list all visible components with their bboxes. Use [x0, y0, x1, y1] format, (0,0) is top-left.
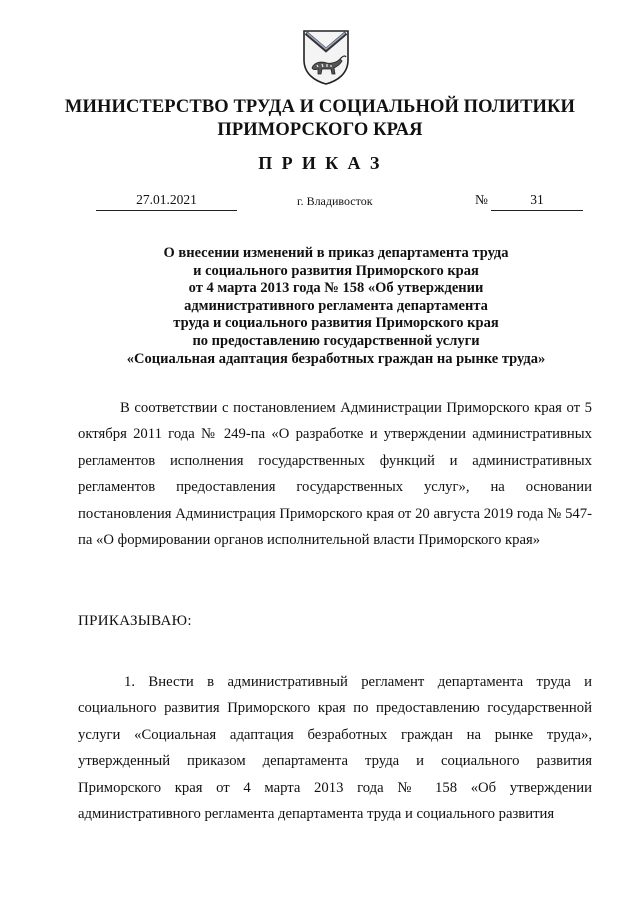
order-number-value: 31	[530, 192, 544, 207]
subject-line: труда и социального развития Приморского края	[173, 315, 499, 332]
subject-line: административного регламента департамента	[184, 297, 488, 314]
order-subject	[80, 245, 592, 368]
order-directive: ПРИКАЗЫВАЮ:	[78, 613, 192, 629]
ministry-name	[0, 96, 640, 142]
order-title: П Р И К А З	[258, 153, 382, 173]
preamble-paragraph: В соответствии с постановлением Администрации Приморского края от 5 октября 2011 года № 249-па «О разработке и утверждении административных регламентов исполнения государственных функций и административных регламентов предоставления государственных услуг», на основании постановления Администрация Приморского края от 20 августа 2019 года № 547-па «О формировании органов исполнительной власти Приморского края»	[78, 400, 592, 549]
order-date	[96, 192, 237, 211]
ministry-line-2: ПРИМОРСКОГО КРАЯ	[217, 120, 423, 140]
subject-line: от 4 марта 2013 года № 158 «Об утверждении	[188, 280, 484, 297]
coat-of-arms-icon	[301, 28, 351, 86]
order-number	[491, 192, 583, 211]
subject-line: и социального развития Приморского края	[193, 262, 479, 279]
subject-line: «Социальная адаптация безработных граждан на рынке труда»	[126, 350, 546, 367]
order-city: г. Владивосток	[297, 194, 373, 208]
subject-line: О внесении изменений в приказ департамента труда	[163, 245, 509, 261]
order-date-value: 27.01.2021	[136, 192, 197, 207]
order-number-label: №	[475, 192, 488, 207]
item-1-paragraph: 1. Внести в административный регламент департамента труда и социального развития Приморского края по предоставлению государственной услуги «Социальная адаптация безработных граждан на рынке труда», утвержденный приказом департамента труда и социального развития Приморского края от 4 марта 2013 года № 158 «Об утверждении административного регламента департамента труда и социального развития	[78, 674, 592, 823]
subject-line: по предоставлению государственной услуги	[192, 332, 480, 349]
ministry-line-1: МИНИСТЕРСТВО ТРУДА И СОЦИАЛЬНОЙ ПОЛИТИКИ	[64, 97, 576, 117]
